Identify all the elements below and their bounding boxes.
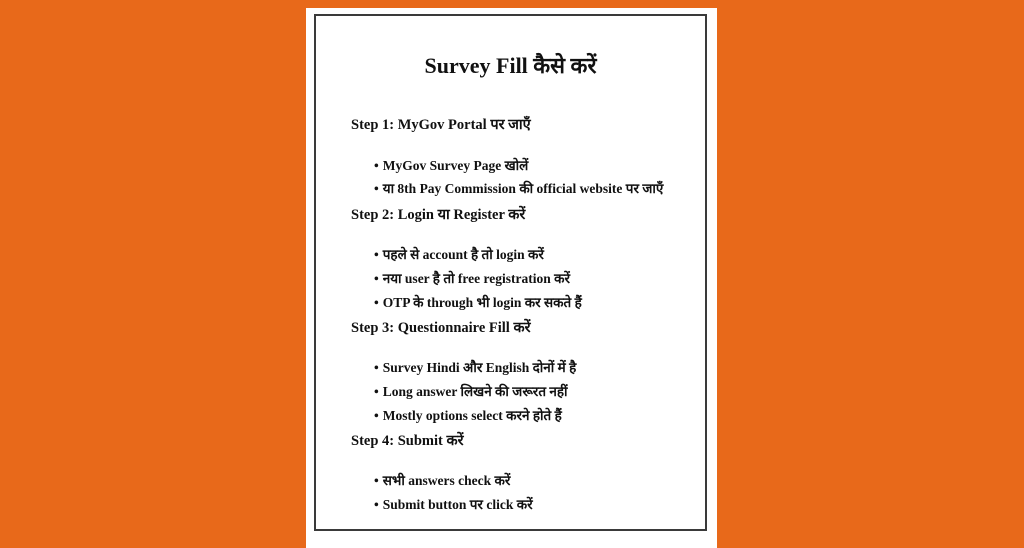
list-item: • Long answer लिखने की जरूरत नहीं — [374, 384, 568, 399]
document-title: Survey Fill कैसे करें — [424, 53, 597, 78]
step-2-heading: Step 2: Login या Register करें — [351, 207, 526, 223]
list-item: • MyGov Survey Page खोलें — [374, 158, 529, 173]
list-item: • OTP के through भी login कर सकते हैं — [374, 295, 582, 310]
step-3-heading: Step 3: Questionnaire Fill करें — [351, 320, 531, 336]
step-4-heading: Step 4: Submit करें — [351, 433, 464, 449]
bullet-icon: • — [374, 158, 379, 173]
list-item: • Submit button पर click करें — [374, 497, 533, 512]
bullet-icon: • — [374, 271, 379, 286]
list-item: • नया user है तो free registration करें — [374, 271, 571, 286]
bullet-icon: • — [374, 497, 379, 512]
bullet-icon: • — [374, 181, 379, 196]
step-1-heading: Step 1: MyGov Portal पर जाएँ — [351, 117, 531, 133]
list-item: • या 8th Pay Commission की official website पर जाएँ — [374, 181, 664, 196]
bullet-icon: • — [374, 295, 379, 310]
list-item: • Survey Hindi और English दोनों में है — [374, 360, 577, 375]
list-item: • Mostly options select करने होते हैं — [374, 408, 562, 423]
bullet-icon: • — [374, 384, 379, 399]
bullet-icon: • — [374, 408, 379, 423]
bullet-icon: • — [374, 473, 379, 488]
list-item: • पहले से account है तो login करें — [374, 247, 544, 262]
list-item: • सभी answers check करें — [374, 473, 511, 488]
document-card — [306, 8, 717, 548]
document-frame — [314, 14, 707, 531]
bullet-icon: • — [374, 360, 379, 375]
bullet-icon: • — [374, 247, 379, 262]
